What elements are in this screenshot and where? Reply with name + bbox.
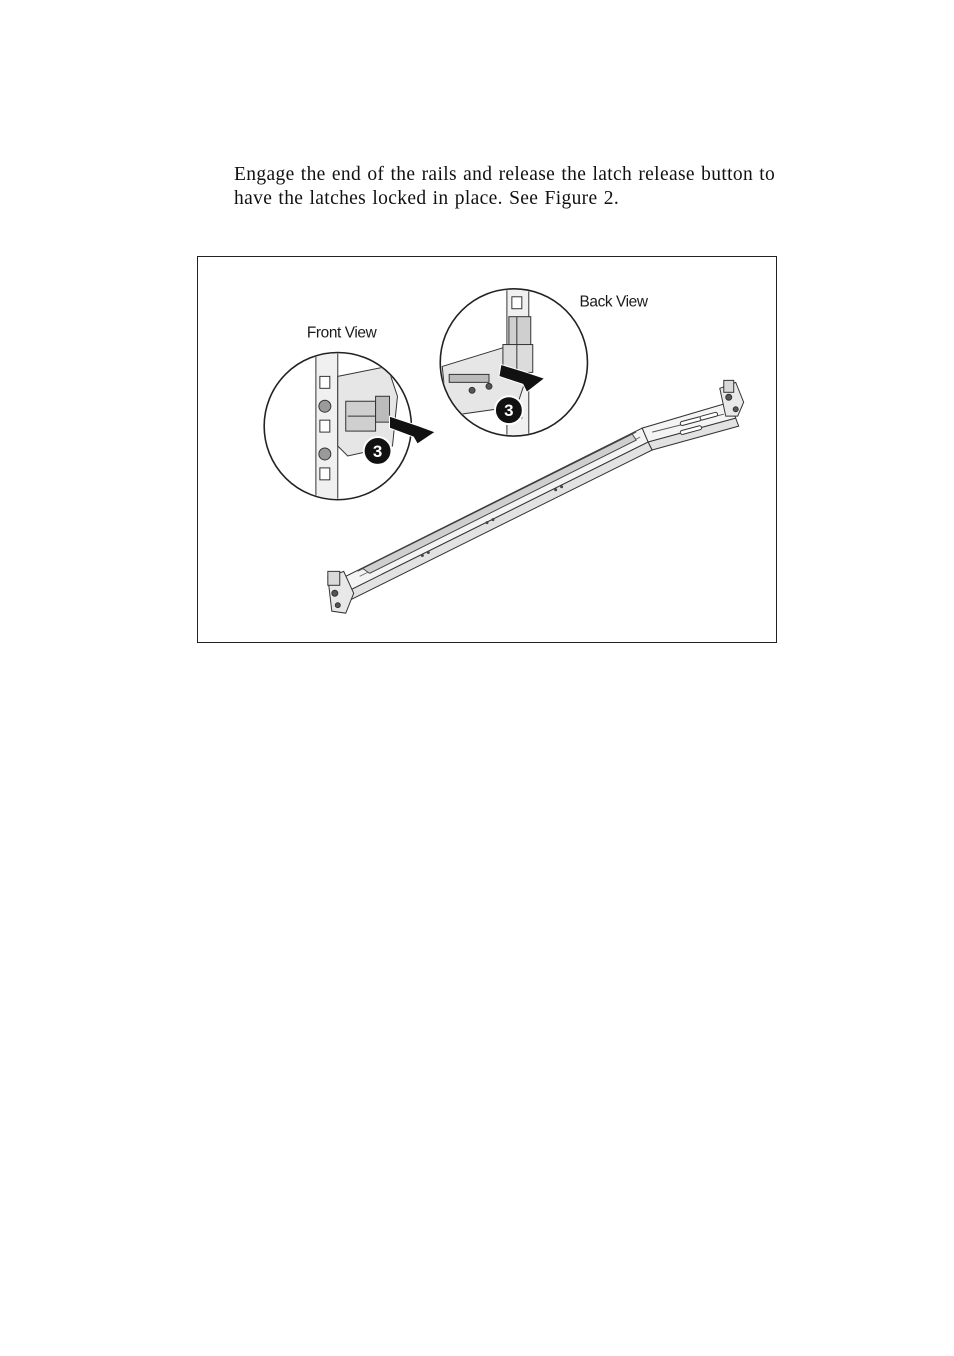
instruction-text bbox=[234, 163, 834, 211]
back-view-callout bbox=[440, 287, 649, 446]
rail-illustration bbox=[198, 257, 776, 642]
instruction-line-1: Engage the end of the rails and release the latch release button to bbox=[234, 164, 776, 185]
back-step-number: 3 bbox=[504, 401, 514, 421]
front-view-callout bbox=[264, 325, 435, 506]
instruction-line-2: have the latches locked in place. See Figure 2. bbox=[234, 188, 620, 209]
front-view-label: Front View bbox=[306, 324, 377, 342]
front-step-number: 3 bbox=[372, 441, 383, 461]
back-view-label: Back View bbox=[579, 293, 648, 311]
figure-2-rail-installation bbox=[197, 256, 777, 643]
